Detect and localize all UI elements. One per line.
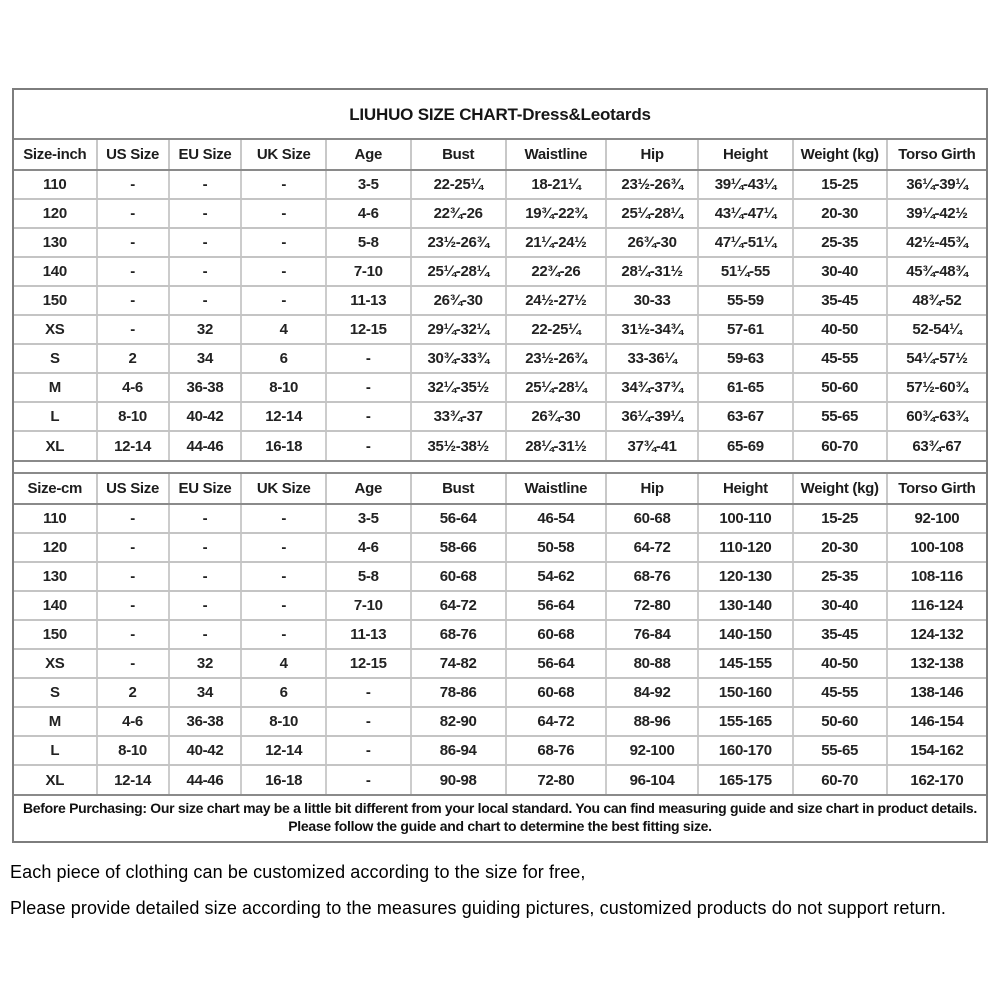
table-cell: XL xyxy=(45,437,65,455)
purchase-note: Before Purchasing: Our size chart may be a little bit different from your local standard. You can find measuring guide and size chart in product details. Please follow the guide and chart to determine the best fitting size. xyxy=(14,794,986,841)
table-row xyxy=(14,228,986,257)
table-cell: 7-10 xyxy=(326,591,411,620)
table-cell: 40-50 xyxy=(793,649,887,678)
table-cell: 88-96 xyxy=(606,707,698,736)
table-row xyxy=(14,170,986,199)
table-cell: 130 xyxy=(14,562,97,591)
table-cell: 22-25¼ xyxy=(506,315,606,344)
table-row xyxy=(14,431,986,460)
table-cell: 63¾-67 xyxy=(887,431,986,460)
table-cell: - xyxy=(169,562,242,591)
table-cell: 45-55 xyxy=(793,344,887,373)
table-cell: 32 xyxy=(169,315,242,344)
table-cell: 30¾-33¾ xyxy=(411,344,506,373)
table-cell: 25¼-28¼ xyxy=(411,257,506,286)
table-cell: 36-38 xyxy=(169,707,242,736)
table-cell: 60¾-63¾ xyxy=(887,402,986,431)
table-cell: - xyxy=(326,736,411,765)
table-cell: 55-65 xyxy=(793,736,887,765)
table-cell: 84-92 xyxy=(606,678,698,707)
table-cell: 96-104 xyxy=(606,765,698,794)
table-cell: 60-68 xyxy=(506,678,606,707)
column-header: EU Size xyxy=(169,473,242,504)
table-cell: 86-94 xyxy=(411,736,506,765)
table-cell: 60-68 xyxy=(506,620,606,649)
table-cell: 34 xyxy=(169,344,242,373)
column-header: Weight (kg) xyxy=(793,473,887,504)
table-cell: 60-68 xyxy=(411,562,506,591)
table-cell: 3-5 xyxy=(326,170,411,199)
table-cell: 55-65 xyxy=(793,402,887,431)
table-cell: 162-170 xyxy=(887,765,986,794)
table-cell: - xyxy=(241,504,326,533)
table-cell: - xyxy=(326,678,411,707)
table-cell: 64-72 xyxy=(506,707,606,736)
table-cell: 12-14 xyxy=(241,402,326,431)
table-cell: 22¾-26 xyxy=(411,199,506,228)
table-cell: 65-69 xyxy=(698,431,792,460)
table-cell: 23½-26¾ xyxy=(506,344,606,373)
table-cell: 154-162 xyxy=(887,736,986,765)
table-cell: 140 xyxy=(14,257,97,286)
table-cell: 42½-45¾ xyxy=(887,228,986,257)
table-cell: 25-35 xyxy=(793,562,887,591)
table-cell: - xyxy=(97,620,169,649)
table-cell: XL xyxy=(45,771,65,789)
table-cell: - xyxy=(169,199,242,228)
table-cell: 15-25 xyxy=(793,504,887,533)
table-cell: 90-98 xyxy=(411,765,506,794)
table-cell: - xyxy=(97,562,169,591)
table-cell: 140 xyxy=(14,591,97,620)
table-cell: 34 xyxy=(169,678,242,707)
table-row xyxy=(14,504,986,533)
table-row xyxy=(14,707,986,736)
table-cell: - xyxy=(97,504,169,533)
table-cell: 44-46 xyxy=(169,431,242,460)
size-table-inch xyxy=(14,140,986,460)
table-cell: 4-6 xyxy=(97,707,169,736)
column-header: Weight (kg) xyxy=(793,140,887,170)
table-cell: - xyxy=(97,649,169,678)
column-header: EU Size xyxy=(169,140,242,170)
table-cell: 100-110 xyxy=(698,504,792,533)
table-cell: - xyxy=(169,620,242,649)
size-table-cm xyxy=(14,472,986,794)
table-cell: 40-50 xyxy=(793,315,887,344)
table-cell: 160-170 xyxy=(698,736,792,765)
table-cell: 146-154 xyxy=(887,707,986,736)
table-cell: 47¼-51¼ xyxy=(698,228,792,257)
table-row xyxy=(14,620,986,649)
table-cell: 23½-26¾ xyxy=(411,228,506,257)
column-header: Bust xyxy=(411,473,506,504)
table-cell: 124-132 xyxy=(887,620,986,649)
table-cell: 22¾-26 xyxy=(506,257,606,286)
table-cell: 50-58 xyxy=(506,533,606,562)
header-row xyxy=(14,473,986,504)
table-cell: - xyxy=(97,533,169,562)
table-cell: - xyxy=(169,228,242,257)
table-cell: 56-64 xyxy=(506,591,606,620)
table-cell: 36-38 xyxy=(169,373,242,402)
table-cell: 26¾-30 xyxy=(606,228,698,257)
table-cell: 25-35 xyxy=(793,228,887,257)
table-cell: 39¼-42½ xyxy=(887,199,986,228)
table-cell: 92-100 xyxy=(887,504,986,533)
table-cell: 57½-60¾ xyxy=(887,373,986,402)
table-cell: L xyxy=(14,736,97,765)
table-cell: 30-40 xyxy=(793,591,887,620)
table-cell: 44-46 xyxy=(169,765,242,794)
table-cell: - xyxy=(169,533,242,562)
table-cell: 110-120 xyxy=(698,533,792,562)
table-cell: 37¾-41 xyxy=(606,431,698,460)
customization-note-1: Each piece of clothing can be customized according to the size for free, xyxy=(10,862,586,882)
table-cell: 28¼-31½ xyxy=(506,431,606,460)
table-row xyxy=(14,373,986,402)
table-cell: 19¾-22¾ xyxy=(506,199,606,228)
table-cell: - xyxy=(326,431,411,460)
table-cell: - xyxy=(169,170,242,199)
table-cell: 25¼-28¼ xyxy=(606,199,698,228)
table-cell: S xyxy=(14,344,97,373)
table-cell: - xyxy=(241,257,326,286)
table-cell: 16-18 xyxy=(241,765,326,794)
table-cell: 110 xyxy=(14,170,97,199)
table-cell: 40-42 xyxy=(169,402,242,431)
table-cell: - xyxy=(97,170,169,199)
table-cell: 78-86 xyxy=(411,678,506,707)
column-header: Hip xyxy=(606,140,698,170)
table-cell: 35-45 xyxy=(793,620,887,649)
table-cell: 52-54¼ xyxy=(887,315,986,344)
table-cell: - xyxy=(241,562,326,591)
table-cell: 12-14 xyxy=(241,736,326,765)
table-cell: 40-42 xyxy=(169,736,242,765)
table-cell: 15-25 xyxy=(793,170,887,199)
table-cell: 92-100 xyxy=(606,736,698,765)
table-cell: - xyxy=(97,286,169,315)
table-cell: 57-61 xyxy=(698,315,792,344)
table-cell: 68-76 xyxy=(606,562,698,591)
table-row xyxy=(14,286,986,315)
table-cell: 155-165 xyxy=(698,707,792,736)
table-cell: 8-10 xyxy=(97,736,169,765)
table-row xyxy=(14,562,986,591)
table-cell: 145-155 xyxy=(698,649,792,678)
table-cell: 45-55 xyxy=(793,678,887,707)
column-header: Size-inch xyxy=(14,140,97,170)
table-cell: 51¼-55 xyxy=(698,257,792,286)
table-cell: S xyxy=(14,678,97,707)
table-cell: 32¼-35½ xyxy=(411,373,506,402)
table-cell: - xyxy=(241,533,326,562)
table-cell: 4-6 xyxy=(326,199,411,228)
table-cell: - xyxy=(97,315,169,344)
table-cell: 138-146 xyxy=(887,678,986,707)
table-cell: - xyxy=(97,591,169,620)
table-cell: 35-45 xyxy=(793,286,887,315)
table-cell: M xyxy=(14,373,97,402)
table-cell: 46-54 xyxy=(506,504,606,533)
table-cell: 58-66 xyxy=(411,533,506,562)
table-cell: 11-13 xyxy=(326,286,411,315)
column-header: Height xyxy=(698,473,792,504)
column-header: Waistline xyxy=(506,473,606,504)
table-cell: 82-90 xyxy=(411,707,506,736)
table-cell: - xyxy=(97,228,169,257)
table-cell: 12-14 xyxy=(97,431,169,460)
table-cell: 64-72 xyxy=(411,591,506,620)
table-row xyxy=(14,678,986,707)
column-header: UK Size xyxy=(241,473,326,504)
table-cell: 5-8 xyxy=(326,228,411,257)
table-cell: 68-76 xyxy=(506,736,606,765)
table-cell: 45¾-48¾ xyxy=(887,257,986,286)
table-cell: - xyxy=(97,199,169,228)
table-cell: 28¼-31½ xyxy=(606,257,698,286)
table-cell: 55-59 xyxy=(698,286,792,315)
table-cell: 20-30 xyxy=(793,199,887,228)
table-cell: 3-5 xyxy=(326,504,411,533)
table-cell: 48¾-52 xyxy=(887,286,986,315)
table-cell: 21¼-24½ xyxy=(506,228,606,257)
table-cell: - xyxy=(169,591,242,620)
table-cell: 2 xyxy=(97,678,169,707)
table-cell: - xyxy=(241,228,326,257)
size-chart xyxy=(12,88,988,843)
table-cell: 74-82 xyxy=(411,649,506,678)
table-row xyxy=(14,199,986,228)
table-cell: 60-70 xyxy=(793,765,887,794)
table-row xyxy=(14,344,986,373)
table-cell: - xyxy=(326,765,411,794)
table-row xyxy=(14,315,986,344)
table-cell: 12-15 xyxy=(326,649,411,678)
column-header: Age xyxy=(326,473,411,504)
table-cell: - xyxy=(97,257,169,286)
table-row xyxy=(14,736,986,765)
table-cell: 30-33 xyxy=(606,286,698,315)
table-row xyxy=(14,591,986,620)
table-cell: 140-150 xyxy=(698,620,792,649)
table-cell: 12-14 xyxy=(97,765,169,794)
table-cell: - xyxy=(326,402,411,431)
table-cell: 150 xyxy=(14,286,97,315)
table-cell: - xyxy=(169,257,242,286)
table-row xyxy=(14,257,986,286)
column-header: Hip xyxy=(606,473,698,504)
column-header: Torso Girth xyxy=(887,473,986,504)
table-cell: 72-80 xyxy=(506,765,606,794)
table-cell: 68-76 xyxy=(411,620,506,649)
table-cell: 130 xyxy=(14,228,97,257)
table-cell: 18-21¼ xyxy=(506,170,606,199)
table-cell: 76-84 xyxy=(606,620,698,649)
table-cell: 22-25¼ xyxy=(411,170,506,199)
table-cell: - xyxy=(241,286,326,315)
table-cell: XS xyxy=(14,649,97,678)
table-cell: 32 xyxy=(169,649,242,678)
column-header: Bust xyxy=(411,140,506,170)
column-header: Height xyxy=(698,140,792,170)
header-row xyxy=(14,140,986,170)
table-cell: - xyxy=(241,591,326,620)
table-cell: 34¾-37¾ xyxy=(606,373,698,402)
table-cell: 108-116 xyxy=(887,562,986,591)
table-cell: 4 xyxy=(241,315,326,344)
table-cell: 26¾-30 xyxy=(506,402,606,431)
table-cell: 120 xyxy=(14,533,97,562)
table-cell: 72-80 xyxy=(606,591,698,620)
table-cell: 31½-34¾ xyxy=(606,315,698,344)
table-cell: 165-175 xyxy=(698,765,792,794)
table-cell: 8-10 xyxy=(97,402,169,431)
table-cell: 5-8 xyxy=(326,562,411,591)
table-cell: - xyxy=(326,707,411,736)
table-cell: - xyxy=(326,373,411,402)
table-cell: - xyxy=(241,199,326,228)
table-cell: - xyxy=(326,344,411,373)
table-cell: 59-63 xyxy=(698,344,792,373)
table-cell: - xyxy=(169,504,242,533)
table-row xyxy=(14,533,986,562)
table-cell: 30-40 xyxy=(793,257,887,286)
table-cell: 60-70 xyxy=(793,431,887,460)
table-cell: L xyxy=(14,402,97,431)
column-header: US Size xyxy=(97,473,169,504)
table-cell: 25¼-28¼ xyxy=(506,373,606,402)
table-cell: 20-30 xyxy=(793,533,887,562)
table-cell: 4 xyxy=(241,649,326,678)
table-cell: 100-108 xyxy=(887,533,986,562)
table-cell: - xyxy=(241,620,326,649)
table-cell: 8-10 xyxy=(241,373,326,402)
table-cell: 50-60 xyxy=(793,707,887,736)
table-cell: - xyxy=(241,170,326,199)
table-cell: 6 xyxy=(241,344,326,373)
table-cell: 35½-38½ xyxy=(411,431,506,460)
table-cell: 64-72 xyxy=(606,533,698,562)
table-cell: 33-36¼ xyxy=(606,344,698,373)
column-header: Age xyxy=(326,140,411,170)
table-cell: 29¼-32¼ xyxy=(411,315,506,344)
table-cell: 60-68 xyxy=(606,504,698,533)
table-cell: 54-62 xyxy=(506,562,606,591)
column-header: Waistline xyxy=(506,140,606,170)
table-spacer xyxy=(14,460,986,472)
table-cell: 33¾-37 xyxy=(411,402,506,431)
table-cell: 43¼-47¼ xyxy=(698,199,792,228)
table-cell: 7-10 xyxy=(326,257,411,286)
table-cell: 36¼-39¼ xyxy=(887,170,986,199)
table-cell: 8-10 xyxy=(241,707,326,736)
table-row xyxy=(14,765,986,794)
table-cell: M xyxy=(14,707,97,736)
table-cell: - xyxy=(169,286,242,315)
table-cell: 12-15 xyxy=(326,315,411,344)
table-row xyxy=(14,402,986,431)
table-cell: 2 xyxy=(97,344,169,373)
table-cell: 26¾-30 xyxy=(411,286,506,315)
customization-note-2: Please provide detailed size according to the measures guiding pictures, customized products do not support return. xyxy=(10,898,947,918)
table-cell: 16-18 xyxy=(241,431,326,460)
table-cell: 23½-26¾ xyxy=(606,170,698,199)
table-cell: 24½-27½ xyxy=(506,286,606,315)
table-cell: 50-60 xyxy=(793,373,887,402)
table-cell: 6 xyxy=(241,678,326,707)
table-cell: 120 xyxy=(14,199,97,228)
table-cell: 36¼-39¼ xyxy=(606,402,698,431)
table-cell: 130-140 xyxy=(698,591,792,620)
chart-title: LIUHUO SIZE CHART-Dress&Leotards xyxy=(14,90,986,140)
table-cell: 54¼-57½ xyxy=(887,344,986,373)
table-cell: 110 xyxy=(14,504,97,533)
table-cell: 61-65 xyxy=(698,373,792,402)
column-header: Torso Girth xyxy=(887,140,986,170)
table-cell: 39¼-43¼ xyxy=(698,170,792,199)
table-cell: 132-138 xyxy=(887,649,986,678)
table-cell: 150 xyxy=(14,620,97,649)
table-cell: XS xyxy=(14,315,97,344)
column-header: US Size xyxy=(97,140,169,170)
table-cell: 56-64 xyxy=(506,649,606,678)
table-cell: 56-64 xyxy=(411,504,506,533)
table-cell: 150-160 xyxy=(698,678,792,707)
table-cell: 120-130 xyxy=(698,562,792,591)
table-cell: 4-6 xyxy=(326,533,411,562)
table-cell: 4-6 xyxy=(97,373,169,402)
table-cell: 80-88 xyxy=(606,649,698,678)
column-header: Size-cm xyxy=(14,473,97,504)
column-header: UK Size xyxy=(241,140,326,170)
table-row xyxy=(14,649,986,678)
table-cell: 116-124 xyxy=(887,591,986,620)
table-cell: 63-67 xyxy=(698,402,792,431)
table-cell: 11-13 xyxy=(326,620,411,649)
